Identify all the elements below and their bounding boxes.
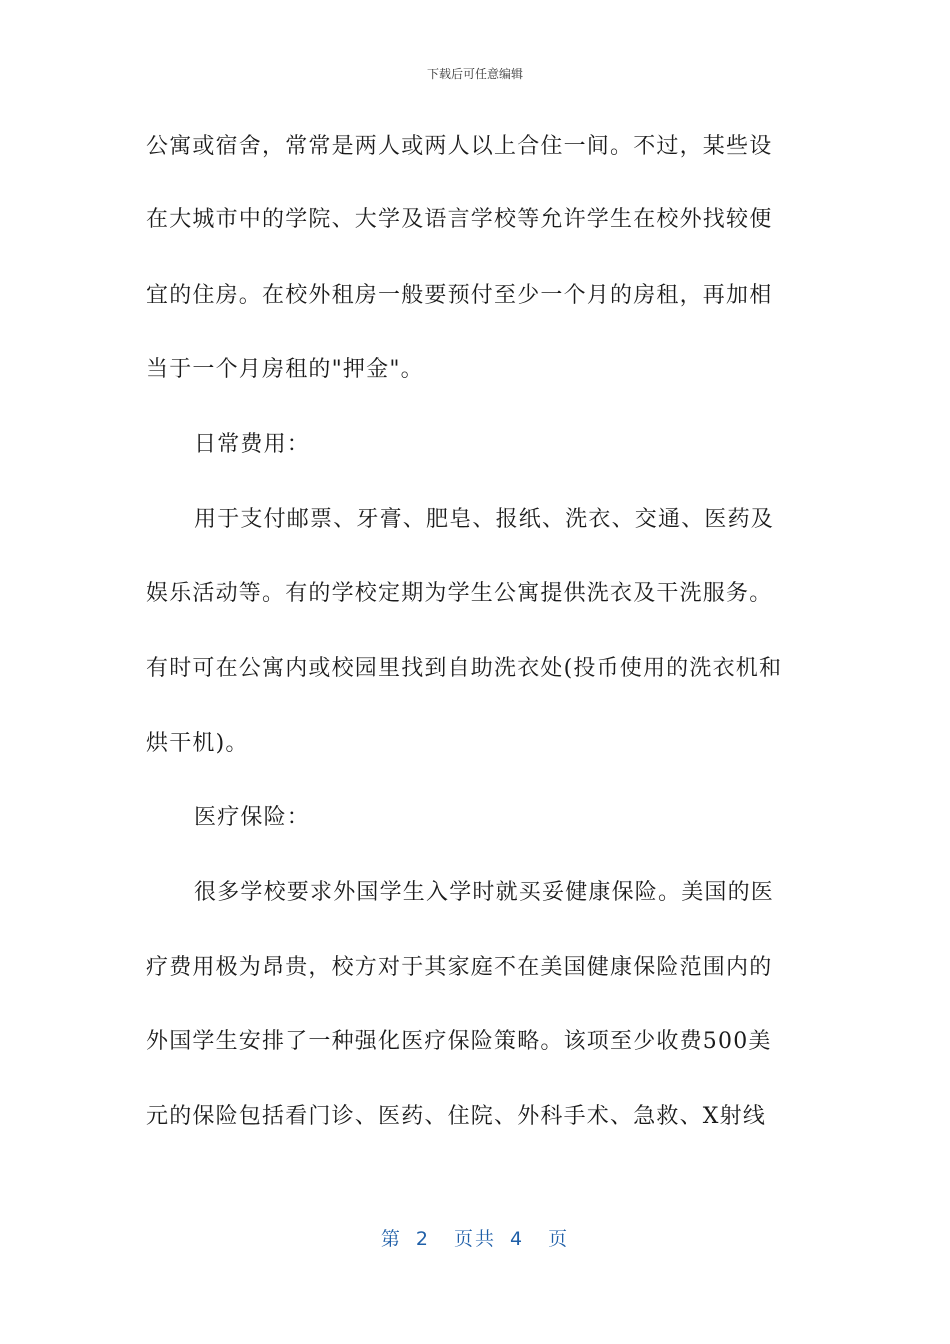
body-line: 宜的住房。在校外租房一般要预付至少一个月的房租，再加相 [146, 283, 773, 308]
body-line: 外国学生安排了一种强化医疗保险策略。该项至少收费500美 [146, 1029, 772, 1054]
footer-middle: 页共 [453, 1228, 496, 1250]
page-footer [0, 1226, 950, 1252]
section-heading-medical-insurance: 医疗保险： [194, 805, 311, 830]
page-header: 下载后可任意编辑 [426, 67, 523, 81]
body-line: 很多学校要求外国学生入学时就买妥健康保险。美国的医 [194, 880, 775, 905]
total-pages-number: 4 [510, 1228, 525, 1250]
footer-suffix: 页 [548, 1228, 570, 1250]
body-line: 疗费用极为昂贵，校方对于其家庭不在美国健康保险范围内的 [146, 955, 773, 980]
body-line: 元的保险包括看门诊、医药、住院、外科手术、急救、X射线 [146, 1104, 767, 1129]
current-page-number: 2 [415, 1228, 430, 1250]
body-line: 公寓或宿舍，常常是两人或两人以上合住一间。不过，某些设 [146, 134, 773, 159]
body-line: 当于一个月房租的"押金"。 [146, 357, 424, 382]
footer-prefix: 第 [380, 1228, 402, 1250]
body-line: 有时可在公寓内或校园里找到自助洗衣处(投币使用的洗衣机和 [146, 656, 783, 681]
body-line: 烘干机)。 [146, 731, 249, 756]
body-line: 用于支付邮票、牙膏、肥皂、报纸、洗衣、交通、医药及 [194, 507, 775, 532]
section-heading-daily-expenses: 日常费用： [194, 432, 311, 457]
body-line: 娱乐活动等。有的学校定期为学生公寓提供洗衣及干洗服务。 [146, 581, 773, 606]
body-line: 在大城市中的学院、大学及语言学校等允许学生在校外找较便 [146, 207, 773, 232]
